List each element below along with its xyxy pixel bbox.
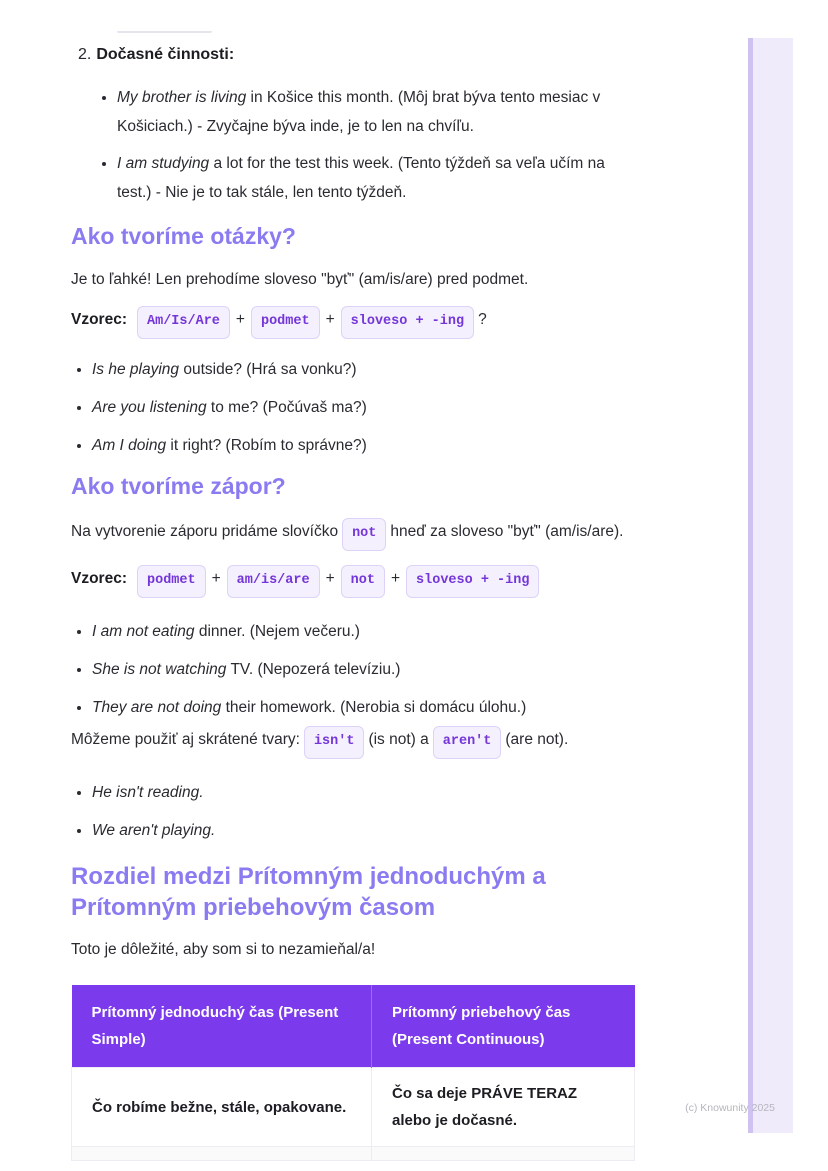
bullet-list-short-forms (71, 778, 636, 845)
em-phrase: Am I doing (92, 437, 167, 454)
em-phrase: Are you listening (92, 399, 207, 416)
code-badge: am/is/are (227, 565, 320, 598)
list-item (92, 655, 636, 684)
intro-text-after: hneď za sloveso "byť" (am/is/are). (390, 523, 624, 540)
item-number: 2. (78, 46, 92, 63)
code-badge: sloveso + -ing (341, 306, 474, 339)
intro-text-before: Na vytvorenie záporu pridáme slovíčko (71, 523, 339, 540)
em-phrase: My brother is living (117, 89, 247, 106)
list-item (92, 778, 636, 807)
item-text: it right? (Robím to správne?) (166, 437, 367, 454)
document-page (71, 0, 636, 1161)
plus-sign: + (325, 570, 335, 587)
paragraph-short-forms (71, 726, 636, 759)
short-text-before: Môžeme použiť aj skrátené tvary: (71, 731, 300, 748)
code-badge: Am/Is/Are (137, 306, 230, 339)
em-phrase: I am not eating (92, 623, 195, 640)
item-text: in Košice this month. (Môj brat býva tento mesiac v Košiciach.) - Zvyčajne býva inde, je to len na chvíľu. (117, 89, 601, 135)
paragraph-negative-intro (71, 518, 636, 551)
table-header-cell-continuous: Prítomný priebehový čas (Present Continuous) (372, 985, 635, 1068)
table-row-partial (72, 1147, 635, 1161)
code-badge: podmet (137, 565, 206, 598)
heading-negative: Ako tvoríme zápor? (71, 473, 286, 499)
formula-row-negative (71, 565, 636, 598)
list-item (92, 431, 636, 460)
em-phrase: I am studying (117, 155, 210, 172)
bullet-list-questions (71, 355, 636, 460)
plus-sign: + (390, 570, 401, 587)
question-mark: ? (478, 311, 487, 328)
code-badge: sloveso + -ing (406, 565, 539, 598)
paragraph-difference-intro: Toto je dôležité, aby som si to nezamieňal/a! (71, 941, 376, 958)
em-phrase: Is he playing (92, 361, 180, 378)
code-badge-isnt: isn't (304, 726, 365, 759)
page-side-strip (748, 38, 793, 1133)
table-cell: Čo robíme bežne, stále, opakovane. (72, 1068, 372, 1147)
list-item (92, 617, 636, 646)
em-phrase: They are not doing (92, 699, 222, 716)
code-badge: not (341, 565, 385, 598)
table-cell: Čo sa deje PRÁVE TERAZ alebo je dočasné. (372, 1068, 635, 1147)
table-row (72, 1068, 635, 1147)
code-badge-not: not (342, 518, 386, 551)
list-item (92, 693, 636, 722)
table-header-row (72, 985, 635, 1068)
table-cell-partial (372, 1147, 635, 1161)
plus-sign: + (211, 570, 221, 587)
list-item (117, 83, 636, 141)
formula-row-questions (71, 306, 636, 339)
table-header-cell-simple: Prítomný jednoduchý čas (Present Simple) (72, 985, 372, 1068)
item-title: Dočasné činnosti: (96, 46, 235, 63)
item-text: dinner. (Nejem večeru.) (194, 623, 360, 640)
em-phrase: We aren't playing. (92, 822, 216, 839)
comparison-table (71, 985, 635, 1161)
item-text: TV. (Nepozerá televíziu.) (226, 661, 401, 678)
table-cell-partial (72, 1147, 372, 1161)
em-phrase: She is not watching (92, 661, 227, 678)
short-text-mid: (is not) a (368, 731, 429, 748)
copyright-footer: (c) Knowunity 2025 (685, 1102, 775, 1114)
list-item (92, 355, 636, 384)
heading-difference: Rozdiel medzi Prítomným jednoduchým a Prítomným priebehovým časom (71, 863, 546, 921)
bullet-list-temporary (71, 83, 636, 207)
list-item (92, 393, 636, 422)
bullet-list-negative (71, 617, 636, 722)
list-item (117, 149, 636, 207)
heading-questions: Ako tvoríme otázky? (71, 223, 296, 249)
numbered-item-2 (78, 44, 636, 66)
em-phrase: He isn't reading. (92, 784, 204, 801)
item-text: their homework. (Nerobia si domácu úlohu.) (221, 699, 527, 716)
code-badge-arent: aren't (433, 726, 502, 759)
code-badge: podmet (251, 306, 320, 339)
item-text: outside? (Hrá sa vonku?) (179, 361, 357, 378)
short-text-after: (are not). (505, 731, 569, 748)
plus-sign: + (325, 311, 335, 328)
list-item (92, 816, 636, 845)
paragraph-questions-intro: Je to ľahké! Len prehodíme sloveso "byť" (am/is/are) pred podmet. (71, 271, 529, 288)
top-divider-fragment (117, 31, 212, 33)
formula-label: Vzorec: (71, 570, 127, 587)
formula-label: Vzorec: (71, 311, 127, 328)
plus-sign: + (235, 311, 245, 328)
item-text: a lot for the test this week. (Tento týždeň sa veľa učím na test.) - Nie je to tak stále, len tento týždeň. (117, 155, 605, 201)
item-text: to me? (Počúvaš ma?) (206, 399, 367, 416)
